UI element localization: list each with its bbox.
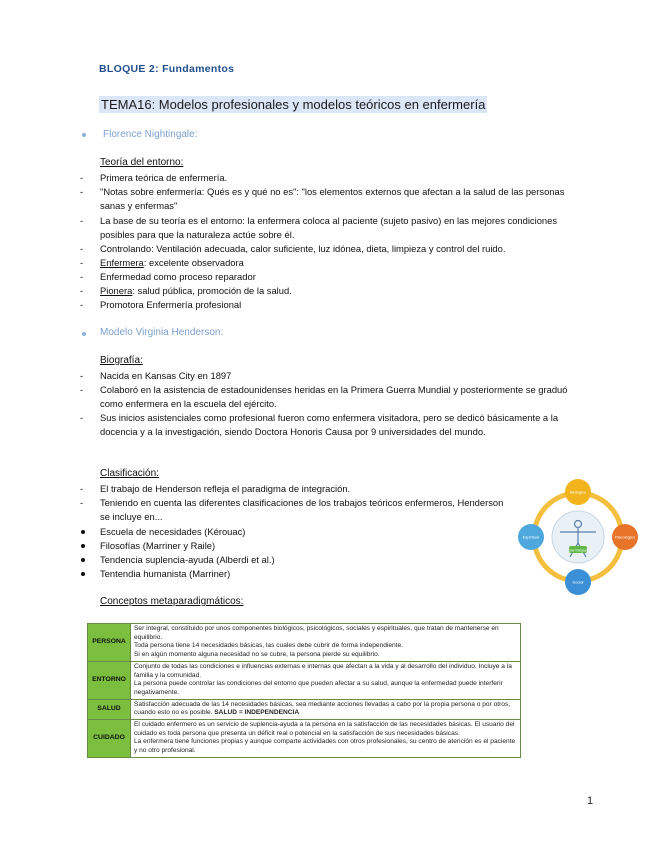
list-item: El trabajo de Henderson refleja el paradigma de integración. <box>100 483 351 494</box>
item-text: "Notas sobre enfermería: Qués es y qué no es": "los elementos externos que afectan a la salud de las personas sanas y enfermas" <box>100 186 565 212</box>
concept-text <box>131 720 521 758</box>
list-bullet <box>81 544 85 548</box>
page-number: 1 <box>587 795 594 807</box>
list-item <box>100 270 586 284</box>
item-text: Primera teórica de enfermería. <box>100 172 228 183</box>
list-dash: - <box>80 271 84 282</box>
nightingale-heading: Florence Nightingale: <box>103 129 198 140</box>
concept-text <box>131 624 521 662</box>
list-item: Tendencia suplencia-ayuda (Alberdi et al.) <box>100 554 275 565</box>
table-row <box>88 661 521 699</box>
concept-label: SALUD <box>88 699 131 719</box>
list-item <box>100 171 586 185</box>
list-dash: - <box>80 257 84 268</box>
list-dash: - <box>80 172 84 183</box>
concept-text <box>131 661 521 699</box>
list-dash: - <box>80 370 84 381</box>
concept-line <box>134 701 517 718</box>
underlined-term: Pionera <box>100 285 133 296</box>
bold-emphasis: SALUD = INDEPENDENCIA <box>214 709 300 717</box>
list-item <box>100 256 586 270</box>
item-text: : excelente observadora <box>143 257 244 268</box>
table-row <box>88 720 521 758</box>
concept-line: La enfermera tiene funciones propias y aunque comparte actividades con otros profesionales, su centro de atención es el paciente y no otro profesional. <box>134 738 516 755</box>
right-label: Psicológico <box>614 534 636 540</box>
list-dash: - <box>80 299 84 310</box>
henderson-heading: Modelo Virginia Henderson: <box>100 327 224 338</box>
list-dash: - <box>80 384 84 395</box>
concept-label: CUIDADO <box>88 720 131 758</box>
list-item: Colaboró en la asistencia de estadounidenses heridas en la Primera Guerra Mundial y posteriormente se graduó como enfermera en la escuela del ejército. <box>100 384 568 410</box>
bio-subheading: Biografía: <box>100 355 143 366</box>
concept-text <box>131 699 521 719</box>
list-dash: - <box>80 412 84 423</box>
item-text: Enfermedad como proceso reparador <box>100 271 256 282</box>
left-label: Espiritual <box>522 534 540 540</box>
item-text: Controlando: Ventilación adecuada, calor suficiente, luz idónea, dieta, limpieza y control del ruido. <box>100 243 506 254</box>
table-row <box>88 624 521 662</box>
list-dash: - <box>80 483 84 494</box>
list-dash: - <box>80 285 84 296</box>
item-text: La base de su teoría es el entorno: la enfermera coloca al paciente (sujeto pasivo) en las mejores condiciones posibles para que la naturaleza actúe sobre él. <box>100 215 558 241</box>
meta-subheading: Conceptos metaparadigmáticos: <box>100 596 244 607</box>
list-item: Sus inicios asistenciales como profesional fueron como enfermera visitadora, pero se dedicó básicamente a la docencia y a la investigación, siendo Doctora Honoris Causa por 9 universidades del mundo. <box>100 412 559 438</box>
list-item <box>100 185 586 213</box>
holistic-person-diagram <box>516 473 640 599</box>
diagram-svg <box>516 473 640 599</box>
list-item <box>100 298 586 312</box>
list-item: Tentendia humanista (Marriner) <box>100 568 231 579</box>
concept-line: El cuidado enfermero es un servicio de suplencia-ayuda a la persona en la satisfacción de las necesidades básicas. El usuario del cuidado es toda persona que presenta un déficit real o potencial en la satisfacción de sus necesidades básicas. <box>134 721 515 737</box>
list-item <box>100 214 586 242</box>
item-text: Promotora Enfermería profesional <box>100 299 242 310</box>
list-bullet <box>81 572 85 576</box>
list-item: Teniendo en cuenta las diferentes clasificaciones de los trabajos teóricos enfermeros, Henderson se incluye en... <box>100 497 504 523</box>
concept-label: ENTORNO <box>88 661 131 699</box>
list-dash: - <box>80 215 84 226</box>
list-item: Filosofías (Marriner y Raile) <box>100 540 216 551</box>
list-bullet <box>81 530 85 534</box>
list-item <box>100 242 586 256</box>
concept-line: Ser integral, constituido por unos componentes biológicos, psicológicos, sociales y espirituales, que tratan de mantenerse en equilibrio. <box>134 625 499 641</box>
item-text: : salud pública, promoción de la salud. <box>132 285 292 296</box>
heading-bullet <box>82 332 86 336</box>
list-dash: - <box>80 186 84 197</box>
underlined-term: Enfermera <box>100 257 144 268</box>
concept-line: Toda persona tiene 14 necesidades básicas, las cuales debe cubrir de forma independiente. <box>134 642 404 650</box>
heading-bullet <box>82 133 86 137</box>
metaparadigm-table <box>87 623 521 758</box>
table-row <box>88 699 521 719</box>
list-item: Nacida en Kansas City en 1897 <box>100 370 232 381</box>
list-dash: - <box>80 243 84 254</box>
list-item <box>100 284 586 298</box>
list-item: Escuela de necesidades (Kérouac) <box>100 526 246 537</box>
concept-line: La persona puede controlar las condiciones del entorno que pueden afectar a su salud, aunque la enfermedad puede interferir negativamente. <box>134 680 503 696</box>
block-title: BLOQUE 2: Fundamentos <box>99 63 235 75</box>
concept-label: PERSONA <box>88 624 131 662</box>
top-label: Biológico <box>569 489 587 495</box>
concept-line-text: Satisfacción adecuada de las 14 necesidades básicas, sea mediante acciones llevadas a cabo por la propia persona o por otros, cuando esto no es posible. <box>134 700 511 717</box>
concept-line: Si en algún momento alguna necesidad no se cubre, la persona pierde su equilibrio. <box>134 651 380 659</box>
list-dash: - <box>80 497 84 508</box>
classification-subheading: Clasificación: <box>100 468 159 479</box>
list-bullet <box>81 558 85 562</box>
concept-line: Conjunto de todas las condiciones e influencias externas e internas que afectan a la vida y al desarrollo del individuo. Incluye a la familia y la comunidad. <box>134 662 512 679</box>
bottom-label: Social <box>572 579 584 585</box>
center-label: Ser integral <box>569 548 587 553</box>
topic-title: TEMA16: Modelos profesionales y modelos teóricos en enfermería <box>101 97 486 112</box>
theory-subheading: Teoría del entorno: <box>100 157 184 168</box>
